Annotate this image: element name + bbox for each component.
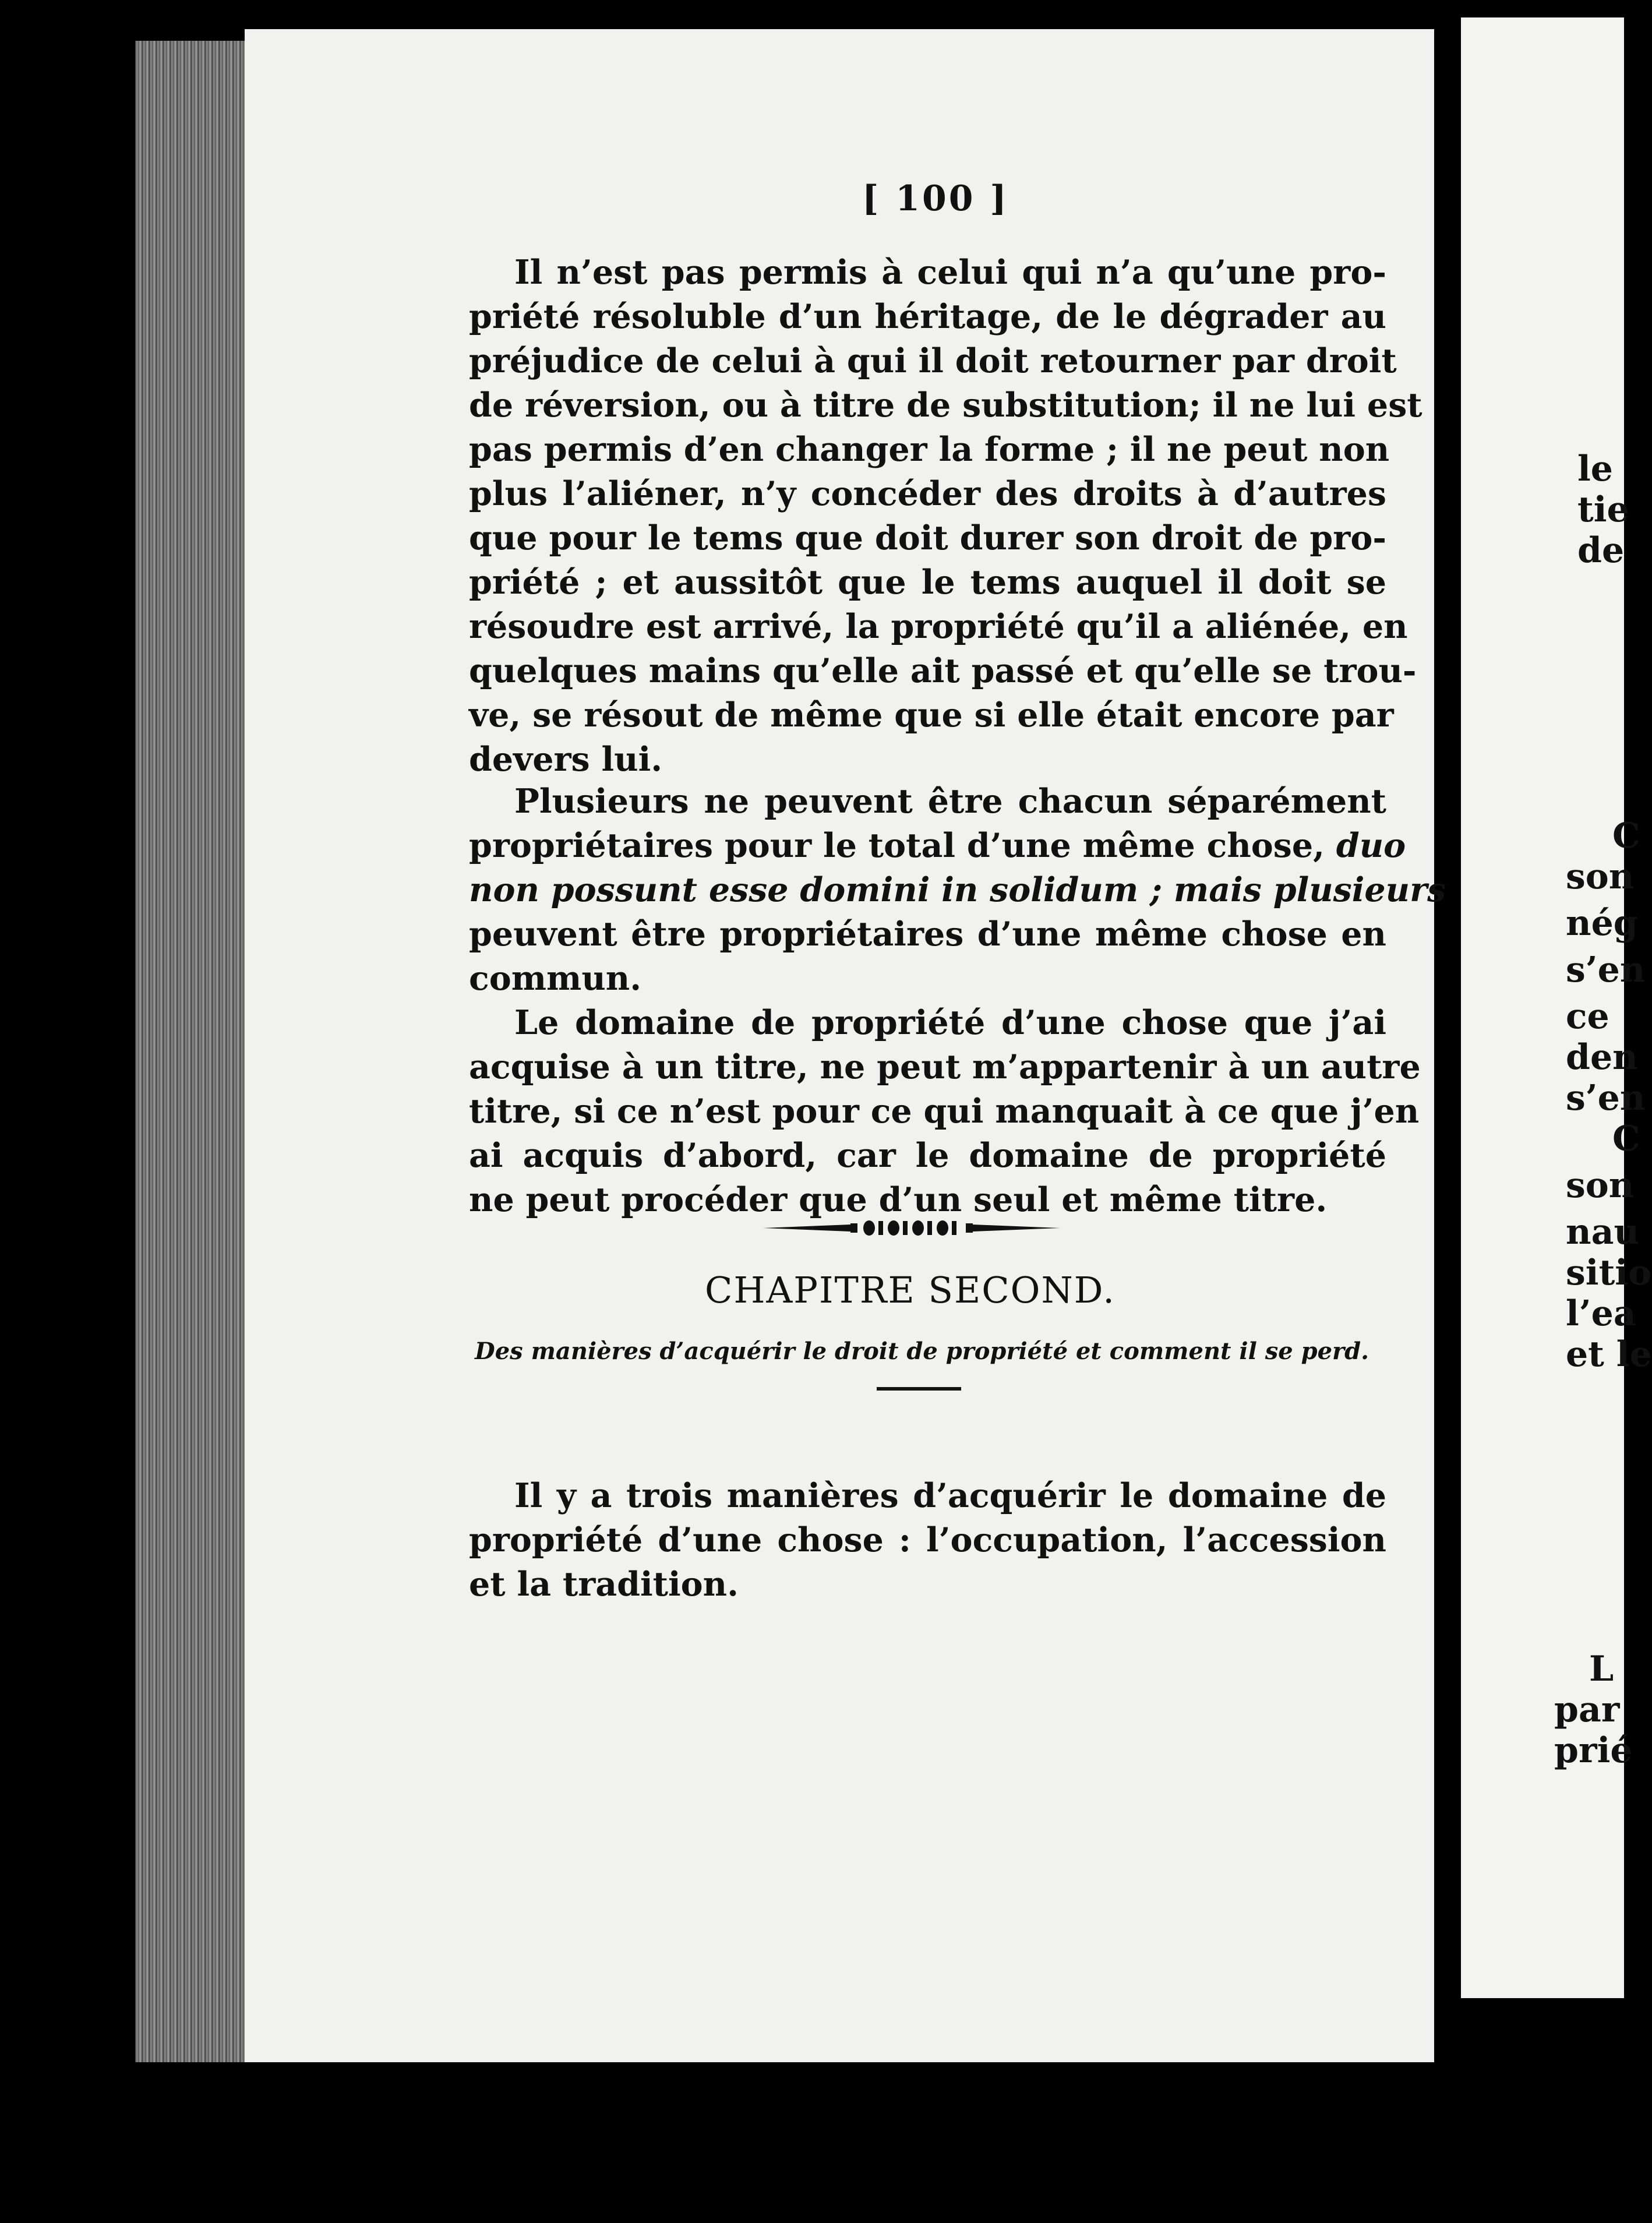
chapter-subtitle: Des manières d’acquérir le droit de propriété et comment il se perd. [475, 1338, 1369, 1365]
latin-phrase: duo [1336, 826, 1406, 865]
text-line: commun. [469, 959, 642, 998]
right-page-fragment: L [1589, 1649, 1614, 1689]
text-line: préjudice de celui à qui il doit retourner par droit [469, 341, 1397, 380]
paragraph-1 [469, 250, 1422, 782]
text-line [469, 824, 1406, 868]
right-page-fragment: C [1612, 816, 1640, 856]
text-line: de réversion, ou à titre de substitution; il ne lui est [469, 386, 1422, 425]
right-page-fragment: et le [1566, 1334, 1652, 1375]
text-line: non possunt esse domini in solidum ; mais plusieurs [469, 870, 1446, 909]
right-page-fragment: nau [1566, 1212, 1640, 1252]
text-line: résoudre est arrivé, la propriété qu’il a aliénée, en [469, 607, 1408, 646]
right-page-fragment: l’ea [1566, 1293, 1636, 1334]
text-line: ve, se résout de même que si elle était encore par [469, 696, 1394, 735]
page-number: [ 100 ] [862, 178, 1009, 219]
text-line: Plusieurs ne peuvent être chacun séparément [514, 782, 1386, 821]
right-page-edge [1461, 17, 1652, 1998]
text-line: et la tradition. [469, 1565, 739, 1604]
text-line: Il n’est pas permis à celui qui n’a qu’une pro- [514, 253, 1386, 292]
text-line: pas permis d’en changer la forme ; il ne peut non [469, 430, 1390, 469]
chapter-title: CHAPITRE SECOND. [705, 1269, 1116, 1311]
text-line: ne peut procéder que d’un seul et même titre. [469, 1180, 1328, 1219]
right-page-fragment: s’en [1566, 1078, 1646, 1118]
right-page-fragment: nég [1566, 903, 1638, 944]
text-line: Le domaine de propriété d’une chose que j’ai [514, 1003, 1386, 1042]
right-page-fragment: le [1577, 449, 1613, 489]
text-line: plus l’aliéner, n’y concéder des droits à d’autres [469, 474, 1386, 513]
divider-rule [877, 1387, 961, 1391]
right-page-fragment: par [1554, 1689, 1620, 1730]
right-page-fragment: C [1612, 1118, 1640, 1159]
right-page-fragment: son [1566, 856, 1635, 897]
decorative-ornament [763, 1216, 1060, 1240]
right-page-fragment: den [1566, 1037, 1638, 1078]
text-line: acquise à un titre, ne peut m’appartenir à un autre [469, 1047, 1421, 1086]
text-line: que pour le tems que doit durer son droit de pro- [469, 518, 1386, 557]
right-page-fragment: ce [1566, 996, 1609, 1037]
right-page-fragment: sitio [1566, 1252, 1652, 1293]
right-page-fragment: tie [1577, 489, 1629, 530]
right-page-fragment: de [1577, 530, 1625, 571]
text-line: priété ; et aussitôt que le tems auquel il doit se [469, 563, 1386, 602]
text-line: quelques mains qu’elle ait passé et qu’elle se trou- [469, 651, 1417, 690]
page-edges [135, 41, 246, 2062]
right-page-fragment: s’en [1566, 950, 1646, 990]
text-line: peuvent être propriétaires d’une même chose en [469, 915, 1386, 954]
text-line: titre, si ce n’est pour ce qui manquait à ce que j’en [469, 1092, 1420, 1131]
right-page-fragment: prié [1554, 1730, 1633, 1771]
paragraph-2 [469, 779, 1446, 1001]
right-page-fragment: son [1566, 1165, 1635, 1206]
text-line: Il y a trois manières d’acquérir le domaine de [514, 1476, 1386, 1515]
text-segment: propriétaires pour le total d’une même chose, [469, 826, 1325, 865]
paragraph-3 [469, 1001, 1421, 1222]
text-line: devers lui. [469, 740, 663, 779]
text-line: propriété d’une chose : l’occupation, l’accession [469, 1520, 1386, 1559]
paragraph-4 [469, 1474, 1386, 1607]
text-line: ai acquis d’abord, car le domaine de propriété [469, 1136, 1386, 1175]
text-line: priété résoluble d’un héritage, de le dégrader au [469, 297, 1386, 336]
